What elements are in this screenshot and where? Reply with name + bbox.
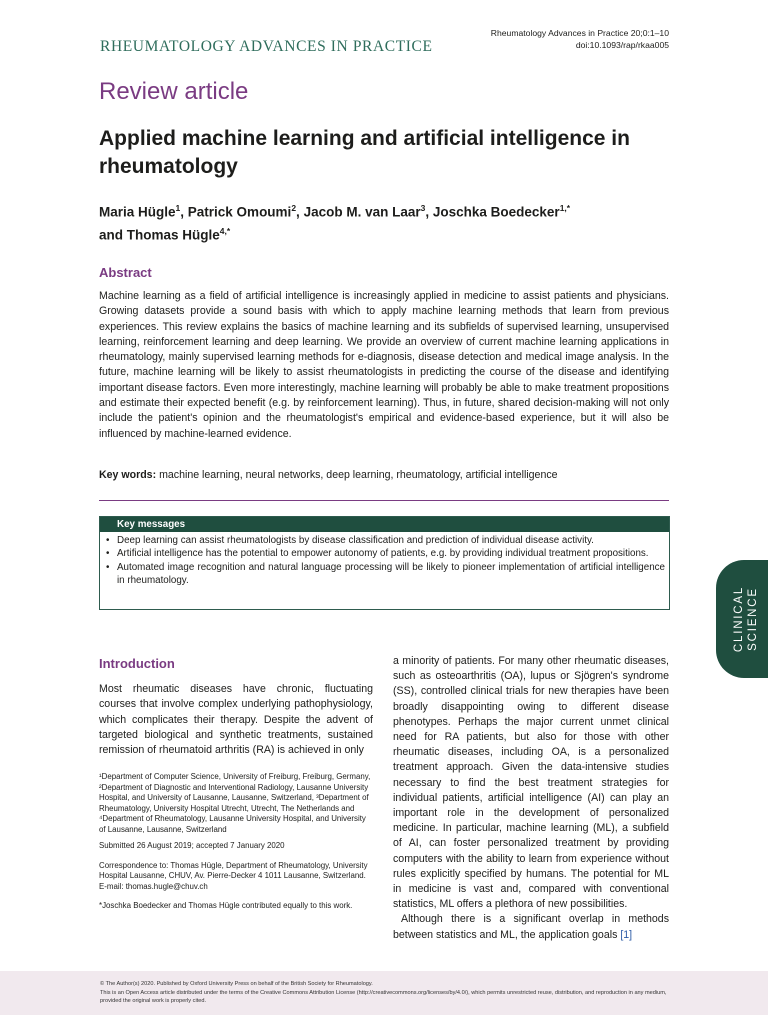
submission-dates: Submitted 26 August 2019; accepted 7 January 2020: [99, 841, 285, 850]
author-separator: ,: [180, 204, 188, 220]
license-line: This is an Open Access article distributed under the terms of the Creative Commons Attribution License (http://creativecommons.org/licenses/by/4.0/), which permits unrestricted reuse, distribution, and reproduction in any medium, provided the original work is properly cited.: [100, 989, 667, 1005]
key-messages-box: [99, 516, 670, 610]
license-text: [100, 980, 670, 1006]
author-separator: ,: [425, 204, 433, 220]
author-name: Maria Hügle: [99, 204, 176, 220]
author-list: [99, 199, 689, 244]
keywords-label: Key words:: [99, 469, 157, 481]
author-affiliation: 1,*: [559, 203, 571, 213]
citation-line: Rheumatology Advances in Practice 20;0:1–10: [490, 28, 669, 38]
author-name: Thomas Hügle: [126, 227, 220, 242]
key-message-item: • Artificial intelligence has the potential to empower autonomy of patients, e.g. by providing individual treatment propositions.: [105, 547, 665, 560]
citation: [491, 27, 669, 51]
section-tab-line: CLINICAL: [733, 585, 745, 653]
author-name: Patrick Omoumi: [187, 204, 292, 220]
keywords-list: machine learning, neural networks, deep learning, rheumatology, artificial intelligence: [159, 469, 558, 481]
author-separator: and: [99, 227, 127, 242]
abstract-text: Machine learning as a field of artificial intelligence is increasingly applied in medicine to assist patients and physicians. Growing datasets provide a sound basis with which to apply machine learning methods that learn from previous experiences. This review explains the basics of machine learning and its subfields of supervised learning, unsupervised learning, reinforcement learning and deep learning. We provide an overview of current machine learning applications in rheumatology, mainly supervised learning methods for e-diagnosis, disease detection and medical image analysis. In the future, machine learning will be likely to assist rheumatologists in predicting the course of the disease and identifying important disease factors. Even more interestingly, machine learning will probably be able to make treatment propositions and estimate their expected benefit (e.g. by reinforcement learning). Thus, in future, shared decision-making will not only include the patient's opinion and the rheumatologist's empirical and evidence-based experience, but it will also be influenced by machine-learned evidence.: [99, 290, 669, 440]
introduction-right-column: [393, 654, 669, 943]
license-footer: [0, 971, 768, 1015]
author-affiliation: 1: [175, 203, 181, 213]
author-affiliation: 2: [291, 203, 297, 213]
section-tab-line: SCIENCE: [747, 587, 759, 651]
article-type: Review article: [99, 78, 249, 105]
paragraph-text: Although there is a significant overlap in methods between statistics and ML, the application goals: [393, 913, 669, 941]
author-name: Jacob M. van Laar: [303, 204, 421, 220]
author-affiliation: 4,*: [219, 225, 231, 236]
abstract-heading: Abstract: [99, 265, 152, 280]
key-message-item: • Automated image recognition and natural language processing will be likely to pioneer implementation of artificial intelligence in rheumatology.: [105, 561, 665, 588]
article-title: Applied machine learning and artificial intelligence in rheumatology: [99, 127, 630, 178]
copyright-line: © The Author(s) 2020. Published by Oxford University Press on behalf of the British Society for Rheumatology.: [100, 981, 373, 987]
section-tab: [716, 560, 768, 678]
keywords: [99, 468, 669, 483]
key-message-item: • Deep learning can assist rheumatologists by disease classification and prediction of individual disease activity.: [105, 534, 665, 547]
introduction-left-paragraph: Most rheumatic diseases have chronic, fluctuating courses that involve complex underlying pathophysiology, which complicates their therapy. Despite the advent of targeted biological and synthetic treatments, sustained remission of rheumatoid arthritis (RA) is achieved in only: [99, 683, 373, 757]
footnotes: [99, 772, 373, 918]
introduction-paragraph: [393, 912, 669, 942]
correspondence: Correspondence to: Thomas Hügle, Department of Rheumatology, University Hospital Lausanne, CHUV, Av. Pierre-Decker 4 1011 Lausanne, Switzerland. E-mail: thomas.hugle@chuv.ch: [99, 860, 368, 891]
author-affiliation: 3: [420, 203, 426, 213]
divider: [99, 500, 669, 501]
affiliations: ¹Department of Computer Science, University of Freiburg, Freiburg, Germany, ²Department of Diagnostic and Interventional Radiology, Lausanne University Hospital, and University of Lausanne, Lausanne, Switzerland, ³Department of Rheumatology, University Hospital Utrecht, Utrecht, The Netherlands and ⁴Department of Rheumatology, Lausanne University Hospital, and University of Lausanne, Lausanne, Switzerland: [99, 772, 371, 834]
section-tab-label: [732, 559, 760, 679]
author-name: Joschka Boedecker: [432, 204, 560, 220]
introduction-heading: Introduction: [99, 656, 175, 671]
journal-name: RHEUMATOLOGY ADVANCES IN PRACTICE: [100, 38, 433, 55]
author-separator: ,: [296, 204, 304, 220]
doi-line: doi:10.1093/rap/rkaa005: [575, 40, 669, 50]
reference-link[interactable]: [1]: [620, 928, 633, 941]
equal-contribution-note: *Joschka Boedecker and Thomas Hügle contributed equally to this work.: [99, 901, 353, 910]
key-messages-heading: Key messages: [100, 517, 669, 532]
key-messages-list: [105, 534, 665, 587]
introduction-paragraph: a minority of patients. For many other rheumatic diseases, such as osteoarthritis (OA), lupus or Sjögren's syndrome (SS), controlled clinical trials for new therapies have been broadly disappointing owing to different disease phenotypes. Perhaps the major current unmet clinical need for RA patients, but also for those with other rheumatic diseases, including OA, is a personalized treatment approach. Given the data-intensive studies necessary to find the best treatment strategies for individual patients, artificial intelligence (AI) can play an important role in the development of personalized medicine. In particular, machine learning (ML), a subfield of AI, can foster personalized treatment by providing computers with the ability to learn from experience without rules explicitly specified by humans. The potential for ML in medicine is vast and, compared with conventional statistics, ML offers a plethora of new possibilities.: [393, 655, 669, 911]
